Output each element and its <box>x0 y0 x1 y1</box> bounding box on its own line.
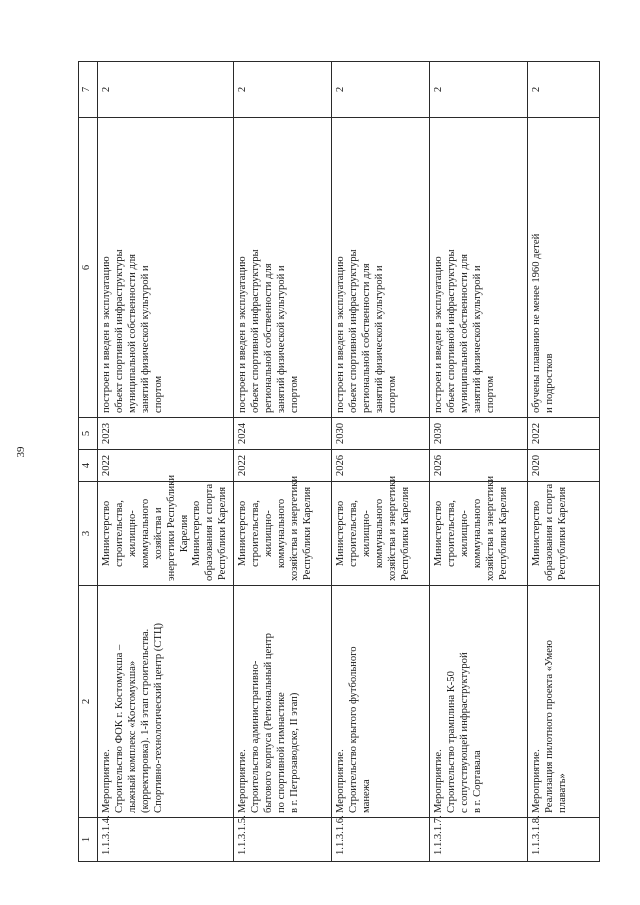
responsible-agency-cell-line: Республики Карелия <box>497 486 509 581</box>
event-description-cell-line: Строительство крытого футбольного <box>348 646 360 813</box>
responsible-agency-cell-line: Республики Карелия <box>301 486 313 581</box>
indicator-code-cell: 2 <box>528 62 600 118</box>
responsible-agency-cell-line: Министерство <box>433 500 445 567</box>
start-year-cell: 2022 <box>234 450 332 482</box>
responsible-agency-cell-line: Министерство <box>101 500 112 567</box>
expected-result-cell <box>332 118 430 418</box>
expected-result-cell-line: построен и введен в эксплуатацию <box>101 256 112 413</box>
expected-result-cell-line: спортом <box>386 375 398 413</box>
responsible-agency-cell-line: Республики Карелия <box>399 486 411 581</box>
expected-result-cell-line: объект спортивной инфраструктуры <box>250 249 262 413</box>
responsible-agency-cell-line: коммунального <box>275 498 287 569</box>
expected-result-cell <box>430 118 528 418</box>
expected-result-cell-line: построен и введен в эксплуатацию <box>433 256 445 413</box>
event-description-cell <box>98 586 234 818</box>
expected-result-cell-line: обучены плаванию не менее 1960 детей <box>531 233 543 413</box>
expected-result-cell-line: объект спортивной инфраструктуры <box>446 249 458 413</box>
responsible-agency-cell <box>234 475 332 586</box>
start-year-cell: 2026 <box>430 450 528 482</box>
responsible-agency-cell-line: строительства, <box>446 500 458 567</box>
event-description-cell-line: Строительство административно- <box>250 660 262 813</box>
expected-result-cell-line: занятий физической культурой и <box>373 265 385 413</box>
expected-result-cell-line: спортом <box>152 375 164 413</box>
responsible-agency-cell-line: хозяйства и энергетики <box>386 475 398 581</box>
expected-result-cell-line: занятий физической культурой и <box>275 265 287 413</box>
table-row <box>332 62 430 862</box>
start-year-cell: 2022 <box>98 450 234 482</box>
responsible-agency-cell <box>98 474 234 586</box>
event-description-cell-line: в г. Петрозаводске, II этап) <box>288 692 300 813</box>
expected-result-cell <box>98 118 234 418</box>
event-description-cell-line: Строительство трамплина К-50 <box>446 671 458 813</box>
indicator-code-cell: 2 <box>98 62 234 118</box>
responsible-agency-cell-line: жилищно- <box>459 510 471 557</box>
expected-result-cell-line: объект спортивной инфраструктуры <box>348 249 360 413</box>
responsible-agency-cell-line: энергетики Республики <box>165 474 177 581</box>
expected-result-cell-line: занятий физической культурой и <box>139 265 151 413</box>
responsible-agency-cell-line: жилищно- <box>361 510 373 557</box>
responsible-agency-cell-line: строительства, <box>113 500 125 567</box>
responsible-agency-cell-line: Министерство <box>531 500 543 567</box>
responsible-agency-cell-line: Республики Карелия <box>557 486 569 581</box>
event-description-cell <box>234 586 332 818</box>
event-description-cell-line: плавать» <box>557 773 569 813</box>
column-number-header: 6 <box>79 118 98 418</box>
column-number-header: 1 <box>79 818 98 862</box>
responsible-agency-cell <box>430 475 528 586</box>
event-description-cell-line: с сопутствующей инфраструктурой <box>459 652 471 813</box>
indicator-code-cell: 2 <box>234 62 332 118</box>
expected-result-cell-line: занятий физической культурой и <box>471 265 483 413</box>
table-row <box>98 62 234 862</box>
expected-result-cell-line: спортом <box>288 375 300 413</box>
expected-result-cell-line: спортом <box>484 375 496 413</box>
event-description-cell-line: Мероприятие. <box>237 749 249 813</box>
expected-result-cell-line: региональной собственности для <box>361 263 373 413</box>
expected-result-cell <box>528 118 600 418</box>
column-number-header: 3 <box>79 482 98 586</box>
responsible-agency-cell-line: хозяйства и <box>152 507 164 560</box>
responsible-agency-cell-line: хозяйства и энергетики <box>484 475 496 581</box>
event-description-cell-line: (корректировка). 1-й этап строительства. <box>139 628 151 813</box>
indicator-code-cell: 2 <box>332 62 430 118</box>
expected-result-cell <box>234 118 332 418</box>
start-year-cell: 2026 <box>332 450 430 482</box>
event-description-cell-line: манежа <box>361 779 373 813</box>
responsible-agency-cell-line: образования и спорта <box>544 483 556 581</box>
table-header-row <box>79 62 98 862</box>
responsible-agency-cell-line: коммунального <box>139 498 151 569</box>
responsible-agency-cell-line: хозяйства и энергетики <box>288 475 300 581</box>
event-description-cell-line: Мероприятие. <box>531 749 543 813</box>
event-description-cell-line: Мероприятие. <box>335 749 347 813</box>
responsible-agency-cell-line: коммунального <box>471 498 483 569</box>
event-description-cell-line: по спортивной гимнастике <box>275 692 287 813</box>
responsible-agency-cell <box>332 475 430 586</box>
expected-result-cell-line: и подростков <box>544 353 556 413</box>
event-description-cell-line: в г. Сортавала <box>471 750 483 813</box>
column-number-header: 7 <box>79 62 98 118</box>
responsible-agency-cell-line: строительства, <box>250 500 262 567</box>
table-row <box>430 62 528 862</box>
event-description-cell <box>430 586 528 818</box>
expected-result-cell-line: муниципальной собственности для <box>459 253 471 413</box>
column-number-header: 4 <box>79 450 98 482</box>
activities-table <box>78 61 600 862</box>
event-description-cell-line: Мероприятие. <box>433 749 445 813</box>
item-number-cell: 1.1.3.1.7. <box>430 818 528 862</box>
start-year-cell: 2020 <box>528 450 600 482</box>
table-row <box>528 62 600 862</box>
indicator-code-cell: 2 <box>430 62 528 118</box>
responsible-agency-cell <box>528 482 600 586</box>
event-description-cell-line: Реализация пилотного проекта «Умею <box>544 640 556 813</box>
end-year-cell: 2030 <box>332 418 430 450</box>
expected-result-cell-line: построен и введен в эксплуатацию <box>335 256 347 413</box>
rotated-page-content <box>78 62 598 862</box>
event-description-cell <box>332 586 430 818</box>
end-year-cell: 2023 <box>98 418 234 450</box>
item-number-cell: 1.1.3.1.8. <box>528 818 600 862</box>
responsible-agency-cell-line: Министерство <box>335 500 347 567</box>
column-number-header: 5 <box>79 418 98 450</box>
expected-result-cell-line: построен и введен в эксплуатацию <box>237 256 249 413</box>
item-number-cell: 1.1.3.1.5. <box>234 818 332 862</box>
table-row <box>234 62 332 862</box>
item-number-cell: 1.1.3.1.4. <box>98 818 234 862</box>
responsible-agency-cell-line: строительства, <box>348 500 360 567</box>
expected-result-cell-line: объект спортивной инфраструктуры <box>113 249 125 413</box>
end-year-cell: 2024 <box>234 418 332 450</box>
expected-result-cell-line: муниципальной собственности для <box>126 253 138 413</box>
event-description-cell-line: Спортивно-технологический центр (СТЦ) <box>152 622 164 813</box>
column-number-header: 2 <box>79 586 98 818</box>
item-number-cell: 1.1.3.1.6. <box>332 818 430 862</box>
expected-result-cell-line: региональной собственности для <box>263 263 275 413</box>
responsible-agency-cell-line: образования и спорта <box>204 483 216 581</box>
responsible-agency-cell-line: Министерство <box>237 500 249 567</box>
responsible-agency-cell-line: жилищно- <box>263 510 275 557</box>
event-description-cell-line: Строительство ФОК г. Костомукша – <box>113 644 125 813</box>
end-year-cell: 2030 <box>430 418 528 450</box>
event-description-cell <box>528 586 600 818</box>
event-description-cell-line: Мероприятие. <box>101 749 112 813</box>
event-description-cell-line: бытового корпуса (Региональный центр <box>263 633 275 813</box>
responsible-agency-cell-line: Карелия <box>178 514 190 553</box>
page-number: 39 <box>15 446 27 458</box>
responsible-agency-cell-line: жилищно- <box>126 510 138 557</box>
event-description-cell-line: лыжный комплекс «Костомукша» <box>126 660 138 813</box>
responsible-agency-cell-line: Министерство <box>191 500 203 567</box>
end-year-cell: 2022 <box>528 418 600 450</box>
responsible-agency-cell-line: Республики Карелия <box>217 486 229 581</box>
responsible-agency-cell-line: коммунального <box>373 498 385 569</box>
